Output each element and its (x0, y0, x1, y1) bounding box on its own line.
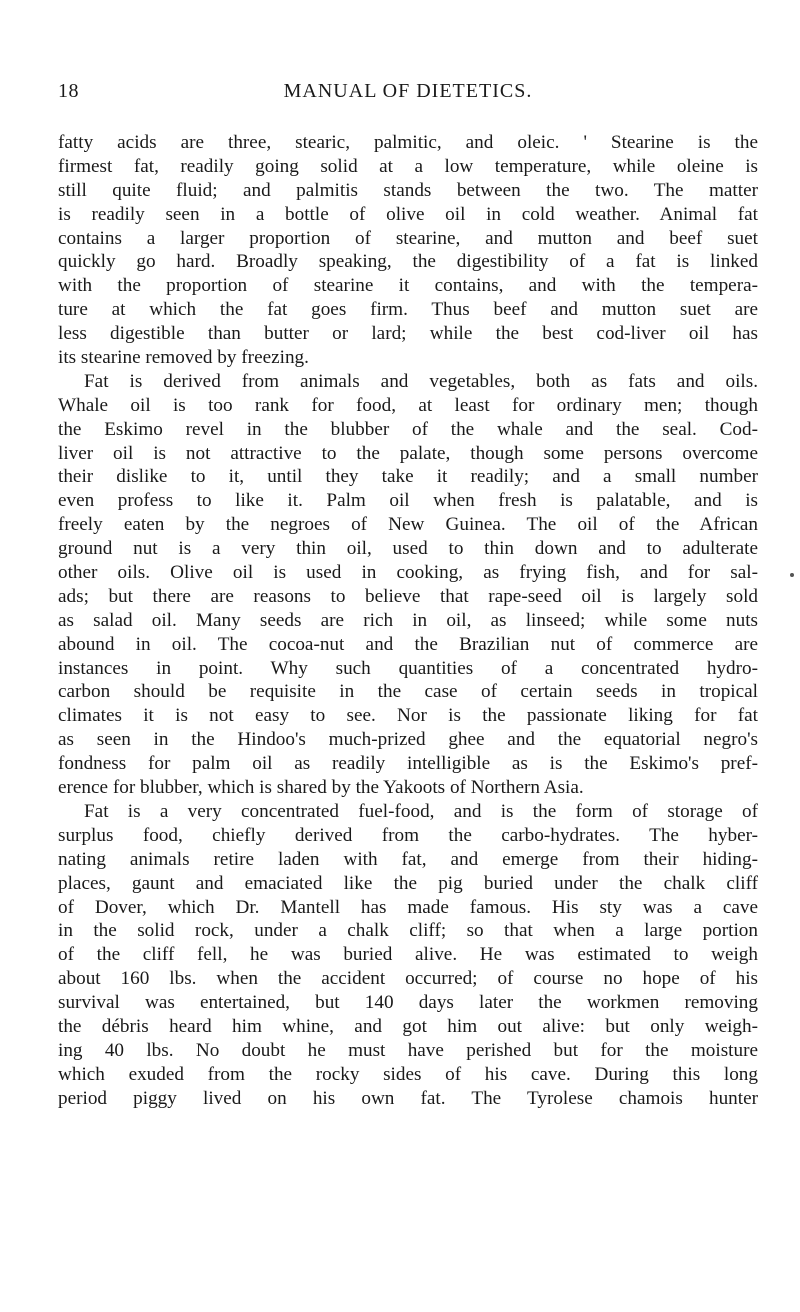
text-line: ground nut is a very thin oil, used to thin down and to adulterate (58, 538, 758, 560)
text-line: in the solid rock, under a chalk cliff; so that when a large portion (58, 920, 758, 942)
text-line: instances in point. Why such quantities of a concentrated hydro- (58, 657, 758, 679)
text-line: fatty acids are three, stearic, palmitic, and oleic. ' Stearine is the (58, 132, 758, 153)
text-line: survival was entertained, but 140 days later the workmen removing (58, 992, 758, 1014)
text-line: quickly go hard. Broadly speaking, the digestibility of a fat is linked (58, 251, 758, 273)
text-line: surplus food, chiefly derived from the carbo-hydrates. The hyber- (58, 824, 758, 846)
text-line: the Eskimo revel in the blubber of the whale and the seal. Cod- (58, 418, 758, 440)
text-line: the débris heard him whine, and got him out alive: but only weigh- (58, 1015, 758, 1037)
text-line: abound in oil. The cocoa-nut and the Brazilian nut of commerce are (58, 633, 758, 655)
text-line: climates it is not easy to see. Nor is the passionate liking for fat (58, 705, 758, 727)
text-line: as seen in the Hindoo's much-prized ghee and the equatorial negro's (58, 729, 758, 751)
page-number: 18 (58, 80, 79, 102)
text-line: of the cliff fell, he was buried alive. He was estimated to weigh (58, 944, 758, 966)
text-line: freely eaten by the negroes of New Guinea. The oil of the African (58, 514, 758, 536)
text-line: ture at which the fat goes firm. Thus beef and mutton suet are (58, 299, 758, 321)
text-line: is readily seen in a bottle of olive oil in cold weather. Animal fat (58, 203, 758, 225)
body-text (58, 131, 758, 1111)
text-line: still quite fluid; and palmitis stands between the two. The matter (58, 179, 758, 201)
margin-speck (790, 573, 794, 577)
text-line: Whale oil is too rank for food, at least for ordinary men; though (58, 394, 758, 416)
text-line: which exuded from the rocky sides of his cave. During this long (58, 1063, 758, 1085)
text-line: as salad oil. Many seeds are rich in oil, as linseed; while some nuts (58, 609, 758, 631)
text-line: nating animals retire laden with fat, and emerge from their hiding- (58, 848, 758, 870)
text-line: carbon should be requisite in the case of certain seeds in tropical (58, 681, 758, 703)
text-line: contains a larger proportion of stearine, and mutton and beef suet (58, 227, 758, 249)
text-line: Fat is derived from animals and vegetables, both as fats and oils. (84, 370, 758, 392)
text-line: ads; but there are reasons to believe that rape-seed oil is largely sold (58, 585, 758, 607)
text-line: erence for blubber, which is shared by the Yakoots of Northern Asia. (58, 777, 584, 799)
text-line: other oils. Olive oil is used in cooking, as frying fish, and for sal- (58, 562, 758, 584)
text-line: their dislike to it, until they take it readily; and a small number (58, 466, 758, 488)
text-line: even profess to like it. Palm oil when fresh is palatable, and is (58, 490, 758, 512)
text-line: places, gaunt and emaciated like the pig buried under the chalk cliff (58, 872, 758, 894)
text-line: with the proportion of stearine it contains, and with the tempera- (58, 275, 758, 297)
text-line: liver oil is not attractive to the palate, though some persons overcome (58, 442, 758, 464)
text-line: less digestible than butter or lard; while the best cod-liver oil has (58, 323, 758, 345)
text-line: ing 40 lbs. No doubt he must have perished but for the moisture (58, 1039, 758, 1061)
text-line: fondness for palm oil as readily intelligible as is the Eskimo's pref- (58, 753, 758, 775)
text-line: about 160 lbs. when the accident occurred; of course no hope of his (58, 968, 758, 990)
text-line: period piggy lived on his own fat. The Tyrolese chamois hunter (58, 1087, 758, 1109)
text-line: firmest fat, readily going solid at a low temperature, while oleine is (58, 155, 758, 177)
running-head: MANUAL OF DIETETICS. (283, 80, 533, 102)
text-line: Fat is a very concentrated fuel-food, and is the form of storage of (84, 800, 758, 822)
text-line: of Dover, which Dr. Mantell has made famous. His sty was a cave (58, 896, 758, 918)
text-line: its stearine removed by freezing. (58, 347, 309, 369)
page-header (58, 80, 758, 110)
